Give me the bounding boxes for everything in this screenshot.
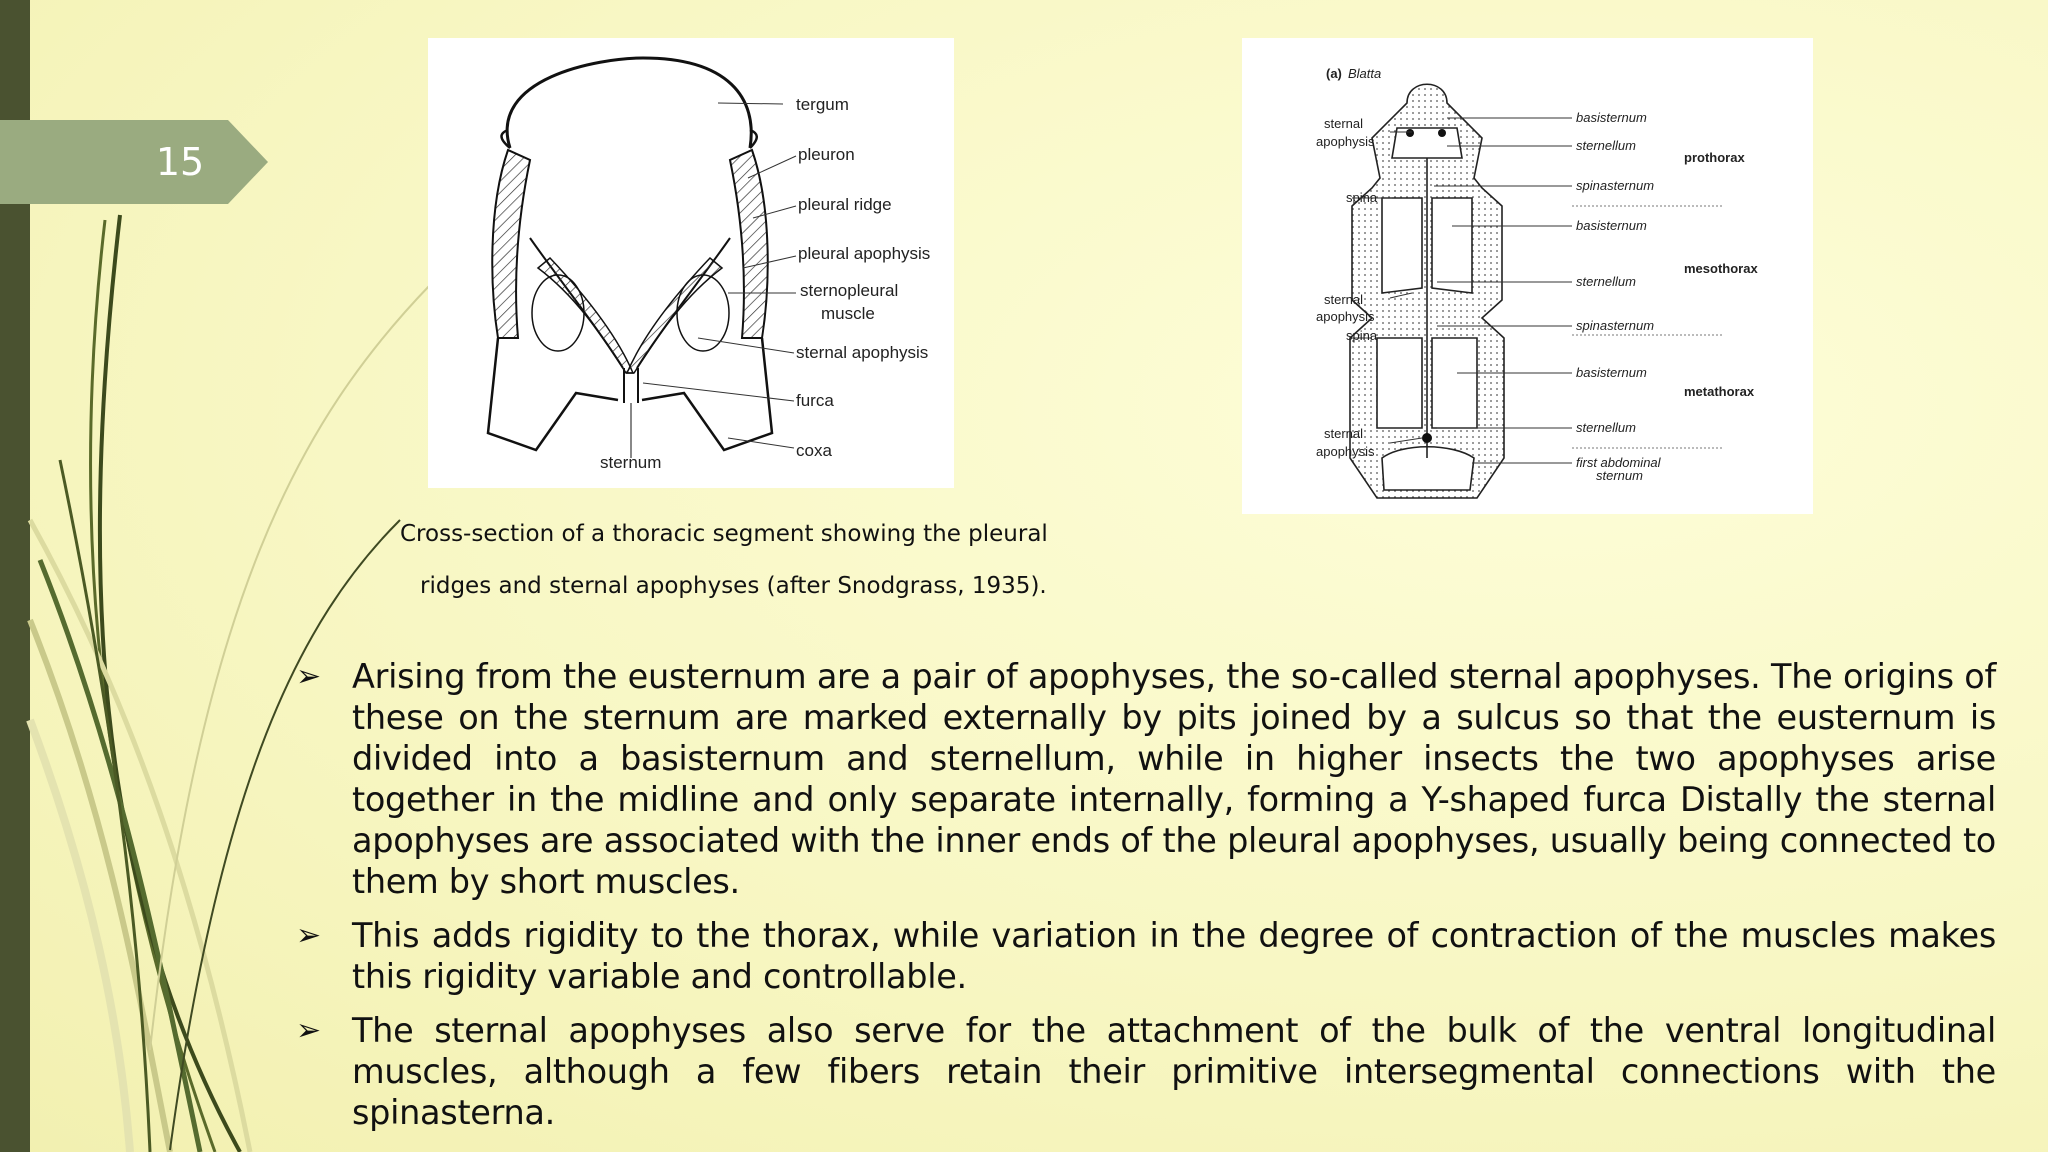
- label-pleuron: pleuron: [798, 145, 855, 164]
- arrow-bullet-icon: ➢: [296, 659, 321, 694]
- label-basisternum-3: basisternum: [1576, 365, 1647, 380]
- blatta-sterna-figure: [1242, 38, 1813, 514]
- label-sternal-3: sternal: [1324, 426, 1364, 441]
- label-first-abdominal: first abdominal: [1576, 455, 1661, 470]
- label-spina-2: spina: [1346, 328, 1378, 343]
- label-spinasternum-1: spinasternum: [1576, 178, 1655, 193]
- label-sternellum-2: sternellum: [1576, 274, 1636, 289]
- bullet-text: This adds rigidity to the thorax, while variation in the degree of contraction of the muscles makes this rigidity variable and controllable.: [352, 916, 1996, 996]
- label-sternopleural: sternopleural: [800, 281, 899, 300]
- label-prothorax: prothorax: [1684, 150, 1745, 165]
- label-apophysis-1: apophysis: [1316, 134, 1375, 149]
- label-basisternum-1: basisternum: [1576, 110, 1647, 125]
- bullet-item: [296, 656, 1996, 902]
- thoracic-cross-section-figure: [428, 38, 954, 488]
- label-tergum: tergum: [796, 95, 849, 114]
- arrow-bullet-icon: ➢: [296, 918, 321, 953]
- arrow-bullet-icon: ➢: [296, 1013, 321, 1048]
- label-first-abdominal-sternum: sternum: [1596, 468, 1643, 483]
- slide-number-tag: [0, 120, 268, 204]
- label-apophysis-3: apophysis: [1316, 444, 1375, 459]
- caption-line-1: Cross-section of a thoracic segment showing the pleural: [400, 521, 1048, 547]
- bullet-text: The sternal apophyses also serve for the attachment of the bulk of the ventral longitudinal muscles, although a few fibers retain their primitive intersegmental connections with the spinasterna.: [352, 1011, 1996, 1132]
- label-pleural-ridge: pleural ridge: [798, 195, 892, 214]
- label-basisternum-2: basisternum: [1576, 218, 1647, 233]
- bullet-item: [296, 915, 1996, 997]
- label-mesothorax: mesothorax: [1684, 261, 1758, 276]
- figure-genus: Blatta: [1348, 66, 1382, 81]
- label-sternal-2: sternal: [1324, 292, 1364, 307]
- bullet-list: [296, 656, 1996, 1146]
- bullet-text: Arising from the eusternum are a pair of apophyses, the so-called sternal apophyses. The origins of these on the sternum are marked externally by pits joined by a sulcus so that the eusternum is divided into a basisternum and sternellum, while in higher insects the two apophyses arise together in the midline and only separate internally, forming a Y-shaped furca Distally the sternal apophyses are associated with the inner ends of the pleural apophyses, usually being connected to them by short muscles.: [352, 657, 1996, 901]
- label-spina-1: spina: [1346, 190, 1378, 205]
- label-coxa: coxa: [796, 441, 832, 460]
- label-sternellum-3: sternellum: [1576, 420, 1636, 435]
- label-sternal-1: sternal: [1324, 116, 1364, 131]
- label-sternum: sternum: [600, 453, 662, 472]
- label-muscle: muscle: [821, 304, 875, 323]
- label-furca: furca: [796, 391, 834, 410]
- slide-number: 15: [155, 140, 205, 184]
- label-pleural-apophysis: pleural apophysis: [798, 244, 931, 263]
- label-sternellum-1: sternellum: [1576, 138, 1636, 153]
- bullet-item: [296, 1010, 1996, 1133]
- figure-label-a: (a): [1326, 66, 1342, 81]
- label-spinasternum-2: spinasternum: [1576, 318, 1655, 333]
- caption-line-2: ridges and sternal apophyses (after Snodgrass, 1935).: [420, 573, 1047, 599]
- label-metathorax: metathorax: [1684, 384, 1755, 399]
- figure-caption: [400, 508, 1120, 612]
- label-sternal-apophysis: sternal apophysis: [796, 343, 929, 362]
- label-apophysis-2: apophysis: [1316, 309, 1375, 324]
